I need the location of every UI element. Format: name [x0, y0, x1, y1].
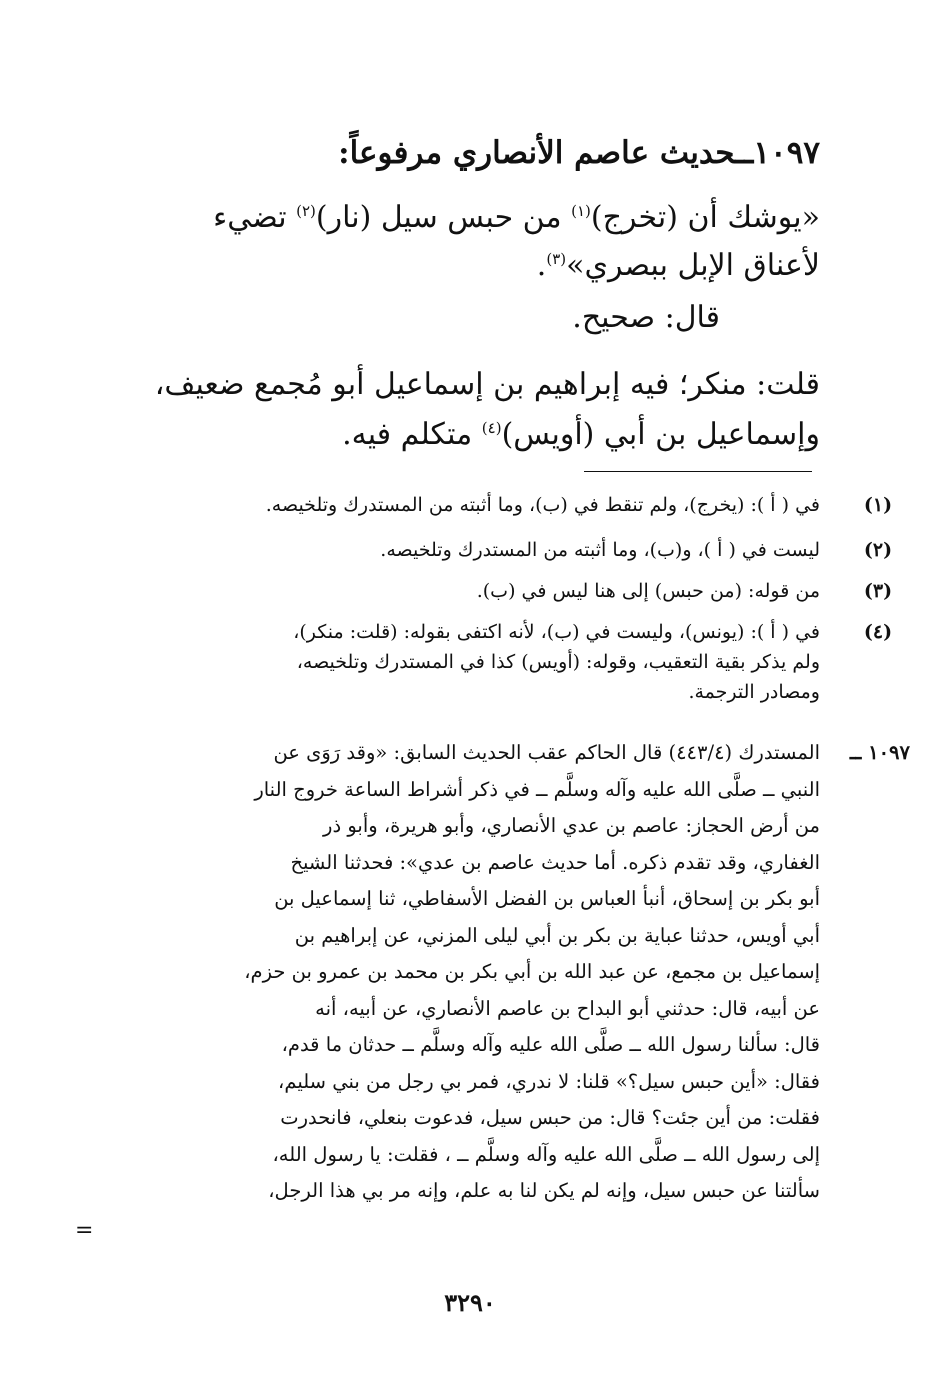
takhrij-line: إلى رسول الله ــ صلَّى الله عليه وآله وسلَّم ــ ، فقلت: يا رسول الله، [272, 1142, 820, 1166]
hadith-number: ١٠٩٧ [753, 135, 820, 171]
footnote-number: (٣) [863, 580, 893, 602]
matn-part: . [536, 248, 547, 283]
footnote-ref-2: (٢) [296, 202, 316, 220]
author-comment [155, 360, 820, 460]
footnote-4 [200, 617, 893, 707]
footnote-text: من قوله: (من حبس) إلى هنا ليس في (ب). [476, 580, 820, 602]
matn-part: تضيء [213, 200, 297, 235]
footnote-number: (١) [863, 494, 893, 516]
takhrij-number: ١٠٩٧ ــ [849, 741, 910, 764]
matn-part: «يوشك أن (تخرج) [590, 200, 820, 235]
takhrij-line: من أرض الحجاز: عاصم بن عدي الأنصاري، وأبو هريرة، وأبو ذر [323, 814, 820, 837]
footnote-2 [200, 535, 893, 565]
matn-part: من حبس سيل (نار) [315, 200, 572, 235]
takhrij-line: النبي ــ صلَّى الله عليه وآله وسلَّم ــ في ذكر أشراط الساعة خروج النار [254, 777, 820, 801]
takhrij-line: قال: سألنا رسول الله ــ صلَّى الله عليه وآله وسلَّم ــ حدثان ما قدم، [281, 1033, 820, 1056]
takhrij-line: المستدرك (٤٤٣/٤) قال الحاكم عقب الحديث السابق: «وقد رَوَى عن [273, 741, 820, 764]
takhrij-line: فقال: «أين حبس سيل؟» قلنا: لا ندري، فمر بي رجل من بني سليم، [278, 1069, 820, 1093]
author-comment-line-2 [155, 410, 820, 460]
footnote-text: في ( أ ): (يخرج)، ولم تنقط في (ب)، وما أثبته من المستدرك وتلخيصه. [265, 494, 820, 516]
footnote-3 [200, 576, 893, 606]
footnote-1 [200, 490, 893, 520]
hadith-heading [338, 135, 820, 171]
footnote-divider [584, 471, 812, 472]
comment-part: وإسماعيل بن أبي (أويس) [501, 417, 820, 452]
takhrij-line: الغفاري، وقد تقدم ذكره. أما حديث عاصم بن عدي»: فحدثنا الشيخ [290, 850, 820, 874]
matn-part: لأعناق الإبل ببصري» [566, 248, 820, 283]
hakim-verdict: قال: صحيح. [572, 300, 720, 335]
footnote-text: ليست في ( أ )، و(ب)، وما أثبته من المستدرك وتلخيصه. [380, 539, 820, 561]
footnote-ref-1: (١) [571, 202, 591, 220]
hadith-text-line-2 [115, 238, 820, 294]
comment-part: متكلم فيه. [342, 417, 482, 452]
footnote-number: (٤) [863, 621, 893, 643]
takhrij-note [120, 735, 910, 1210]
hadith-dash: ــ [735, 135, 754, 171]
takhrij-line: إسماعيل بن مجمع، عن عبد الله بن أبي بكر بن محمد بن عمرو بن حزم، [244, 960, 820, 983]
takhrij-line: سألتنا عن حبس سيل، وإنه لم يكن لنا به علم، وإنه مر بي هذا الرجل، [268, 1179, 820, 1202]
footnote-number: (٢) [863, 539, 893, 561]
takhrij-line: عن أبيه، قال: حدثني أبو البداح بن عاصم الأنصاري، عن أبيه، أنه [315, 996, 820, 1020]
footnote-text: في ( أ ): (يونس)، وليست في (ب)، لأنه اكتفى بقوله: (قلت: منكر)، [293, 621, 820, 643]
footnote-ref-4: (٤) [481, 419, 502, 437]
footnote-ref-3: (٣) [546, 250, 567, 268]
author-comment-line-1: قلت: منكر؛ فيه إبراهيم بن إسماعيل أبو مُجمع ضعيف، [154, 367, 820, 402]
footnote-text: ولم يذكر بقية التعقيب، وقوله: (أويس) كذا في المستدرك وتلخيصه، [296, 651, 820, 673]
hadith-title: حديث عاصم الأنصاري مرفوعاً: [338, 135, 736, 171]
takhrij-line: أبي أويس، حدثنا عباية بن بكر بن أبي ليلى المزني، عن إبراهيم بن [294, 923, 820, 947]
page-number: ٣٢٩٠ [444, 1288, 496, 1317]
footnote-text: ومصادر الترجمة. [688, 681, 820, 703]
takhrij-line: أبو بكر بن إسحاق، أنبأ العباس بن الفضل الأسفاطي، ثنا إسماعيل بن [274, 887, 820, 910]
takhrij-line: فقلت: من أين جئت؟ قال: من حبس سيل، فدعوت بنعلي، فانحدرت [280, 1106, 820, 1129]
continuation-mark: = [75, 1218, 94, 1243]
